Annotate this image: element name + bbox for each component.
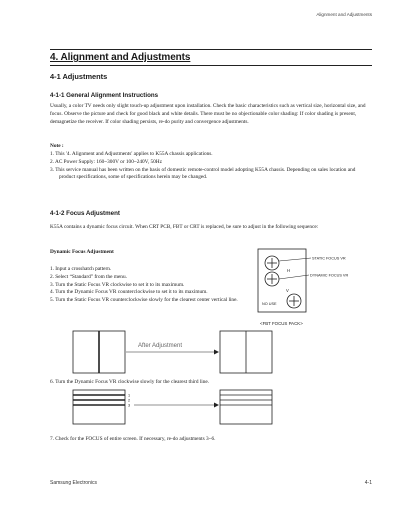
section-title-4-1-1: 4-1-1 General Alignment Instructions [50,92,159,99]
fbt-focus-pack-figure [254,246,372,330]
section-title-4-1-2: 4-1-2 Focus Adjustment [50,210,120,217]
dynamic-focus-label: DYNAMIC FOCUS VR [310,273,349,278]
v-label: V [286,288,289,293]
procedure-step: 5. Turn the Static Focus VR counterclockwise slowly for the clearest center vertical line. [50,297,238,304]
general-instructions-paragraph: Usually, a color TV needs only slight touch-up adjustment upon installation. Check the basic characteristics such as vertical size, horizontal size, and focus. Observe the picture and check for good black and white details. There must be no objectionable color shading: If color shading is present, demagnetize the receiver. If color shading persists, re-do purity and convergence adjustments. [50,103,366,125]
figure-caption: <FBT FOCUS PACK> [260,321,303,326]
section-title-4-1: 4-1 Adjustments [50,72,108,81]
note-item: 2. AC Power Supply: 160~300V or 100~240V, 50Hz [50,158,162,165]
line-number: 3 [128,403,131,408]
procedure-step-6: 6. Turn the Dynamic Focus VR clockwise slowly for the clearest third line. [50,379,210,385]
chapter-rule-bottom [50,65,372,66]
horizontal-lines-figure [72,389,342,427]
procedure-step: 4. Turn the Dynamic Focus VR counterclockwise to set it to its maximum. [50,289,208,296]
chapter-rule-top [50,49,372,50]
notes-list [50,151,372,182]
chapter-title: 4. Alignment and Adjustments [50,52,191,63]
note-label: Note : [50,143,64,149]
note-item: 3. This service manual has been written on the basis of domestic remote-control model adopting K55A chassis. Depending on sales location and product specifications, some of specifications herein may be changed. [50,166,356,181]
procedure-steps [50,266,250,305]
procedure-step: 3. Turn the Static Focus VR clockwise to set it to its maximum. [50,281,185,288]
vertical-line-figure [72,330,342,374]
procedure-step-7: 7. Check for the FOCUS of entire screen. If necessary, re-do adjustments 3~6. [50,436,216,442]
page-number: 4-1 [364,480,372,486]
procedure-step: 1. Input a crosshatch pattern. [50,266,112,272]
footer-company: Samsung Electronics [50,480,97,486]
note-item: 1. This '4. Alignment and Adjustments' applies to K55A chassis applications. [50,151,213,157]
procedure-title: Dynamic Focus Adjustment [50,249,114,255]
after-adjustment-label: After Adjustment [138,343,183,349]
line-number: 2 [128,398,131,403]
line-number: 1 [128,393,131,398]
h-label: H [287,268,291,273]
no-use-label: NO USE [262,302,277,306]
procedure-step: 2. Select “Standard” from the menu. [50,273,127,280]
running-header: Alignment and Adjustments [316,12,372,17]
focus-adjustment-paragraph: K55A contains a dynamic focus circuit. When CRT PCB, FBT or CRT is replaced, be sure to adjust in the following sequence: [50,224,319,230]
static-focus-label: STATIC FOCUS VR [312,256,346,261]
